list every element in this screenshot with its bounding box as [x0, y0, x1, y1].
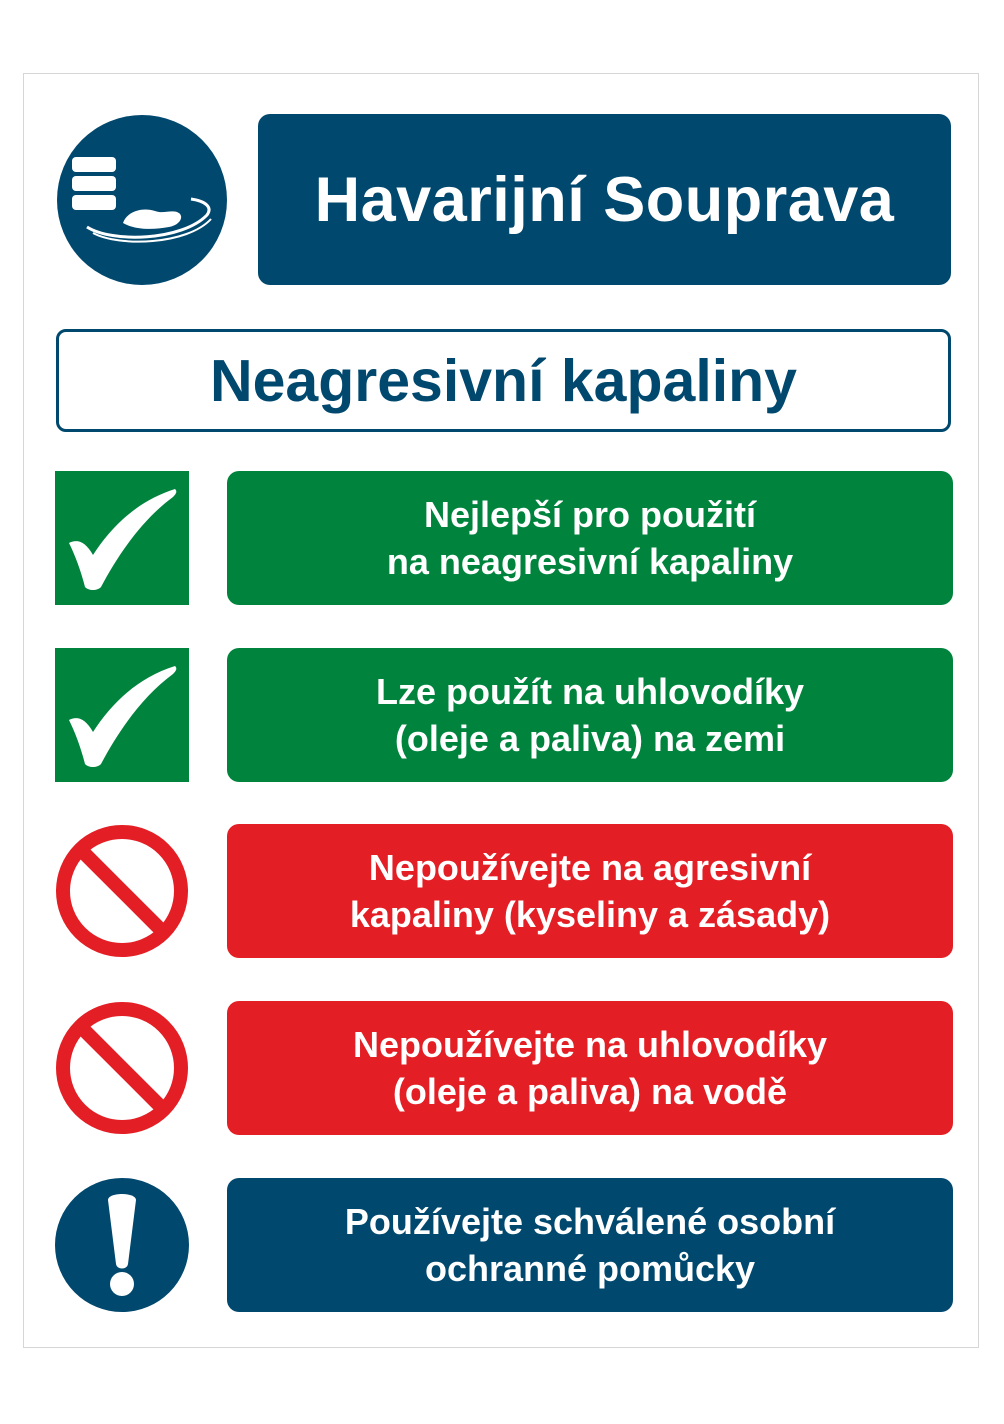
- rule-line: (oleje a paliva) na vodě: [392, 1071, 788, 1112]
- subtitle: Neagresivní kapaliny: [56, 329, 951, 432]
- prohibition-icon: [55, 824, 189, 958]
- rule-prohibited-1: [227, 824, 953, 958]
- rule-line: Lze použít na uhlovodíky: [375, 671, 804, 712]
- rule-prohibited-2: [227, 1001, 953, 1135]
- checkmark-icon: [55, 471, 189, 605]
- rule-line: Používejte schválené osobní: [344, 1201, 836, 1242]
- checkmark-icon: [55, 648, 189, 782]
- exclamation-icon: [55, 1178, 189, 1312]
- rule-allowed-2: [227, 648, 953, 782]
- rule-line: ochranné pomůcky: [424, 1248, 756, 1289]
- prohibition-icon: [55, 1001, 189, 1135]
- rule-line: Nepoužívejte na agresivní: [368, 847, 812, 888]
- rule-mandatory: [227, 1178, 953, 1312]
- rule-allowed-1: [227, 471, 953, 605]
- rule-line: (oleje a paliva) na zemi: [394, 718, 786, 759]
- rule-line: kapaliny (kyseliny a zásady): [349, 894, 831, 935]
- page-title: Havarijní Souprava: [258, 114, 951, 285]
- rule-line: Nejlepší pro použití: [423, 494, 756, 535]
- rule-line: na neagresivní kapaliny: [386, 541, 794, 582]
- rule-line: Nepoužívejte na uhlovodíky: [352, 1024, 828, 1065]
- spill-kit-icon: [57, 115, 227, 285]
